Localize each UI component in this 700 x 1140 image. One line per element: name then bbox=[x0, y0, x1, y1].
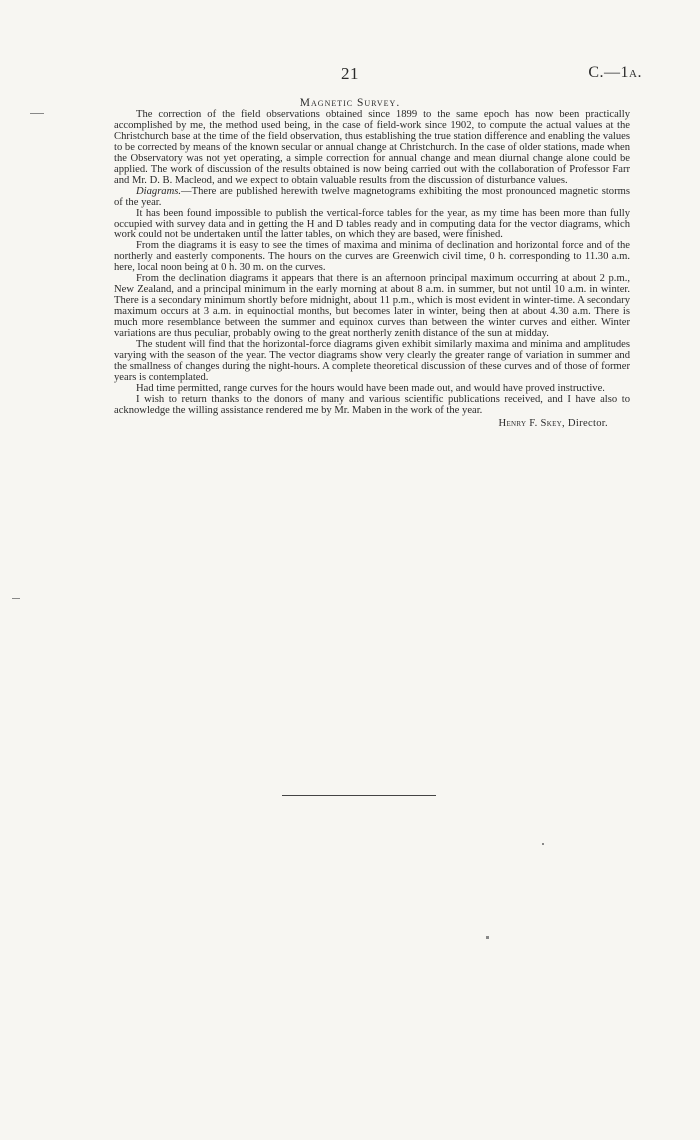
paragraph-lead: Diagrams. bbox=[136, 185, 182, 197]
paragraph bbox=[114, 274, 630, 340]
signature bbox=[114, 419, 630, 430]
scan-mark bbox=[12, 598, 20, 599]
paragraph bbox=[114, 209, 630, 242]
paragraph bbox=[114, 187, 630, 209]
paragraph bbox=[114, 340, 630, 384]
scan-mark bbox=[542, 843, 544, 845]
paragraph bbox=[114, 241, 630, 274]
paragraph-text: The correction of the field observations obtained since 1899 to the same epoch has now been practically accomplished by me, the method used being, in the case of field-work since 1902, to compute the actual values at the Christchurch base at the time of the field observation, thus establishing the true station difference and enabling the values to be corrected by means of the known secular or annual change at Christchurch. In the case of older stations, made when the Observatory was not yet operating, a simple correction for annual change and mean diurnal change alone could be applied. The work of discussion of the results obtained is now being carried out with the collaboration of Professor Farr and Mr. D. B. Macleod, and we expect to obtain valuable results from the discussion of disturbance values. bbox=[114, 109, 630, 186]
paragraph-text: Had time permitted, range curves for the hours would have been made out, and would have proved instructive. bbox=[136, 382, 605, 394]
body-text bbox=[114, 110, 630, 430]
document-reference: C.—1a. bbox=[588, 64, 642, 81]
paragraph-text: From the diagrams it is easy to see the times of maxima and minima of declination and horizontal force and of the northerly and easterly components. The hours on the curves are Greenwich civil time, 0 h. corresponding to 11.30 a.m. here, local noon being at 0 h. 30 m. on the curves. bbox=[114, 240, 630, 274]
paragraph-text: I wish to return thanks to the donors of many and various scientific publications received, and I have also to acknowledge the willing assistance rendered me by Mr. Maben in the work of the year. bbox=[114, 393, 630, 416]
paragraph-text: —There are published herewith twelve magnetograms exhibiting the most pronounced magnetic storms of the year. bbox=[114, 185, 630, 208]
paragraph bbox=[114, 395, 630, 417]
paragraph-text: It has been found impossible to publish the vertical-force tables for the year, as my time has been more than fully occupied with survey data and in getting the H and D tables ready and in computing data for the vector diagrams, which work could not be undertaken until the latter tables, on which they are based, were finished. bbox=[114, 207, 630, 241]
page-number: 21 bbox=[341, 64, 359, 83]
scan-mark bbox=[30, 113, 44, 114]
scan-mark bbox=[486, 936, 489, 939]
closing-rule bbox=[282, 795, 436, 796]
signature-title: , Director. bbox=[562, 417, 608, 429]
paragraph-text: From the declination diagrams it appears that there is an afternoon principal maximum occurring at about 2 p.m., New Zealand, and a principal minimum in the early morning at about 8 a.m. in summer, but not until 10 a.m. in winter. There is a secondary minimum shortly before midnight, about 11 p.m., which is most evident in winter-time. A secondary maximum occurs at 3 a.m. in equinoctial months, but becomes later in winter, being then at about 4.30 a.m. There is much more resemblance between the summer and equinox curves than between the winter curves and either. Winter variations are thus peculiar, probably owing to the great northerly zenith distance of the sun at midday. bbox=[114, 273, 630, 340]
signature-name: Henry F. Skey bbox=[498, 417, 563, 429]
paragraph bbox=[114, 110, 630, 187]
section-heading: Magnetic Survey. bbox=[299, 97, 401, 109]
paragraph-text: The student will find that the horizontal-force diagrams given exhibit similarly maxima and minima and amplitudes varying with the season of the year. The vector diagrams show very clearly the greater range of variation in summer and the smallness of changes during the night-hours. A complete theoretical discussion of these curves and of those of former years is contemplated. bbox=[114, 339, 630, 383]
